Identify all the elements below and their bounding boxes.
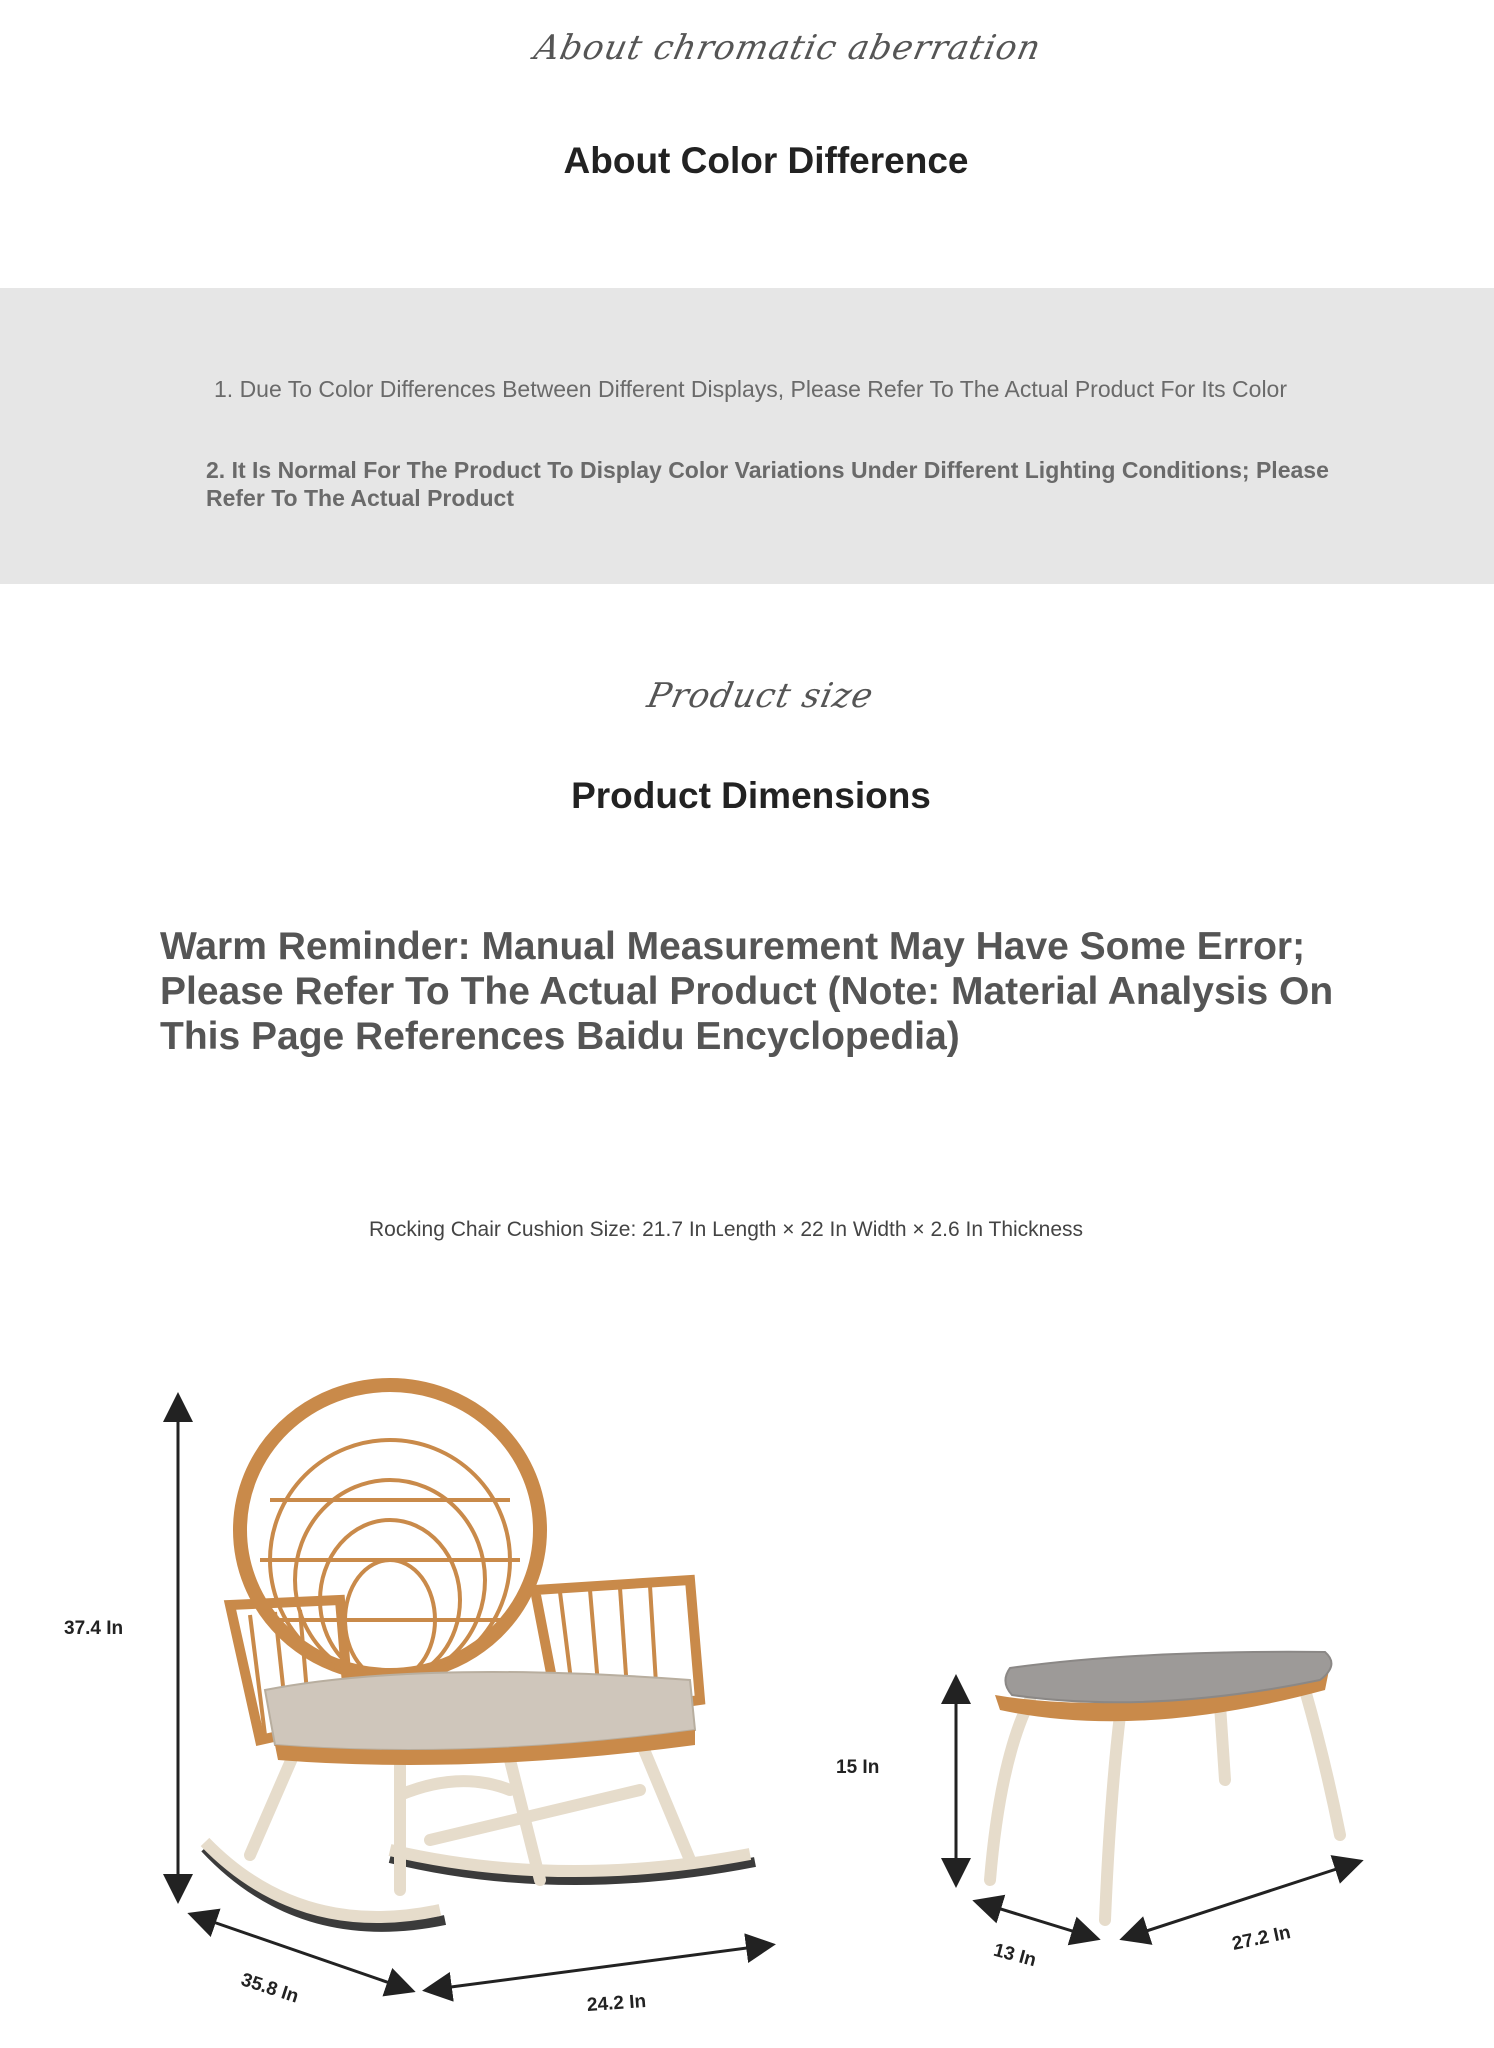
script-title-product-size: Product size (643, 676, 878, 716)
color-note-2: 2. It Is Normal For The Product To Display Color Variations Under Different Lighting Conditions; Please Refer To The Actual Product (206, 457, 1329, 511)
chair-width-label: 24.2 In (586, 1990, 647, 2017)
ottoman-height-label: 15 In (836, 1757, 880, 1778)
color-note-1: 1. Due To Color Differences Between Different Displays, Please Refer To The Actual Product For Its Color (214, 376, 1288, 402)
ottoman-depth-label: 13 In (991, 1939, 1039, 1972)
cushion-size-text: Rocking Chair Cushion Size: 21.7 In Length × 22 In Width × 2.6 In Thickness (369, 1218, 1084, 1241)
script-title-chromatic: About chromatic aberration (530, 28, 1045, 68)
chair-height-label: 37.4 In (64, 1618, 124, 1639)
ottoman-image (990, 1652, 1340, 1920)
rocking-chair-image (205, 1385, 755, 1927)
section-title-product-dimensions: Product Dimensions (571, 775, 931, 816)
section-title-color-difference: About Color Difference (563, 140, 969, 181)
warm-reminder-text: Warm Reminder: Manual Measurement May Have Some Error; Please Refer To The Actual Product (Note: Material Analysis On This Page References Baidu Encyclopedia) (160, 925, 1334, 1058)
chair-depth-label: 35.8 In (238, 1969, 302, 2008)
ottoman-width-label: 27.2 In (1230, 1922, 1293, 1955)
